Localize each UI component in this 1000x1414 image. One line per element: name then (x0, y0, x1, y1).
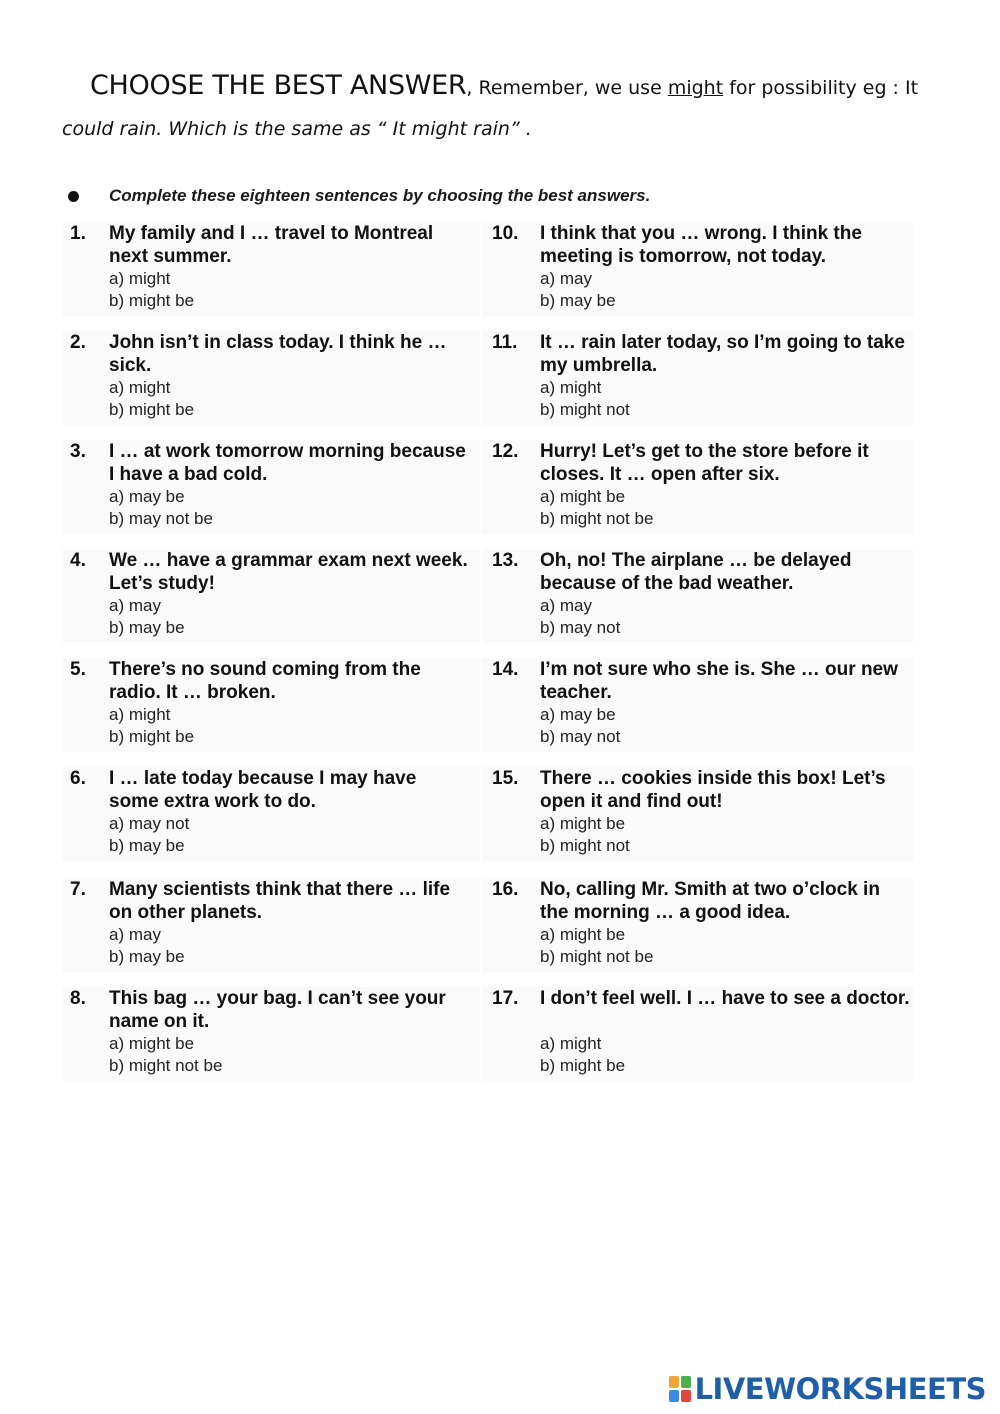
answer-option[interactable]: b) might be (109, 400, 195, 419)
answer-options (540, 1033, 625, 1077)
question-item (482, 440, 914, 534)
question-text: There’s no sound coming from the radio. It … broken. (109, 659, 421, 703)
page-title: CHOOSE THE BEST ANSWER (90, 70, 467, 101)
answer-options (109, 1033, 222, 1077)
question-number: 8. (70, 988, 86, 1009)
intro-text-2: for possibility eg : It (723, 77, 919, 99)
question-text: I think that you … wrong. I think the meeting is tomorrow, not today. (540, 223, 862, 267)
answer-option[interactable]: b) might not be (540, 509, 654, 528)
question-text: My family and I … travel to Montreal next summer. (109, 223, 434, 267)
question-item (482, 549, 914, 643)
answer-option[interactable]: a) may not (109, 814, 190, 833)
answer-options (540, 813, 630, 857)
question-text: I … at work tomorrow morning because I have a bad cold. (109, 441, 466, 485)
question-number: 12. (492, 441, 519, 462)
question-text: It … rain later today, so I’m going to take my umbrella. (540, 332, 905, 376)
intro-keyword: might (667, 77, 724, 99)
answer-option[interactable]: a) may (109, 596, 161, 615)
answer-option[interactable]: b) might not be (540, 947, 654, 966)
answer-option[interactable]: a) might (540, 378, 602, 397)
question-text: I’m not sure who she is. She … our new teacher. (540, 659, 898, 703)
answer-option[interactable]: b) may be (109, 836, 185, 855)
answer-option[interactable]: a) might (109, 705, 171, 724)
answer-options (109, 268, 194, 312)
instruction-line (64, 186, 650, 206)
page-heading (62, 66, 942, 150)
question-number: 15. (492, 768, 519, 789)
question-number: 13. (492, 550, 519, 571)
answer-option[interactable]: b) may not be (109, 509, 213, 528)
answer-option[interactable]: a) may (540, 596, 592, 615)
question-number: 7. (70, 879, 86, 900)
question-number: 1. (70, 223, 86, 244)
answer-option[interactable]: b) may not (540, 618, 621, 637)
question-text: Hurry! Let’s get to the store before it closes. It … open after six. (540, 441, 869, 485)
question-item (62, 222, 480, 316)
question-number: 4. (70, 550, 86, 571)
answer-options (109, 486, 213, 530)
answer-option[interactable]: a) might be (540, 487, 626, 506)
answer-option[interactable]: a) may (109, 925, 161, 944)
answer-option[interactable]: b) may be (109, 947, 185, 966)
question-number: 2. (70, 332, 86, 353)
answer-option[interactable]: a) may be (540, 705, 616, 724)
answer-options (540, 486, 653, 530)
question-item (62, 549, 480, 643)
question-item (62, 658, 480, 752)
question-text: There … cookies inside this box! Let’s open it and find out! (540, 768, 886, 812)
question-item (62, 440, 480, 534)
answer-options (540, 377, 630, 421)
question-item (482, 767, 914, 861)
answer-option[interactable]: b) might be (109, 291, 195, 310)
answer-option[interactable]: b) might be (540, 1056, 626, 1075)
answer-option[interactable]: b) might not be (109, 1056, 223, 1075)
question-item (62, 987, 480, 1081)
question-text: I … late today because I may have some extra work to do. (109, 768, 417, 812)
question-text: Many scientists think that there … life on other planets. (109, 879, 451, 923)
logo-mark-icon (669, 1376, 691, 1402)
instruction-text: Complete these eighteen sentences by choosing the best answers. (109, 186, 651, 205)
answer-option[interactable]: a) may (540, 269, 592, 288)
answer-options (540, 268, 616, 312)
question-text: I don’t feel well. I … have to see a doctor. (540, 988, 910, 1009)
question-item (482, 987, 914, 1081)
question-item (62, 331, 480, 425)
answer-option[interactable]: a) might (109, 378, 171, 397)
answer-options (540, 924, 653, 968)
answer-option[interactable]: b) may be (109, 618, 185, 637)
answer-options (109, 595, 185, 639)
question-number: 11. (492, 332, 518, 353)
answer-option[interactable]: a) might be (540, 925, 626, 944)
question-item (62, 878, 480, 972)
question-text: Oh, no! The airplane … be delayed because of the bad weather. (540, 550, 852, 594)
question-item (482, 658, 914, 752)
answer-options (109, 377, 194, 421)
question-text: No, calling Mr. Smith at two o’clock in the morning … a good idea. (540, 879, 880, 923)
answer-option[interactable]: a) might (540, 1034, 602, 1053)
answer-options (109, 924, 185, 968)
question-item (482, 222, 914, 316)
question-item (62, 767, 480, 861)
answer-option[interactable]: b) might not (540, 400, 630, 419)
question-number: 17. (492, 988, 519, 1009)
question-number: 5. (70, 659, 86, 680)
question-number: 14. (492, 659, 519, 680)
question-text: John isn’t in class today. I think he … sick. (109, 332, 447, 376)
question-number: 16. (492, 879, 519, 900)
logo-text: LIVEWORKSHEETS (694, 1372, 986, 1406)
question-number: 3. (70, 441, 86, 462)
question-number: 6. (70, 768, 86, 789)
answer-option[interactable]: a) might (109, 269, 171, 288)
bullet-icon (68, 191, 79, 202)
answer-option[interactable]: a) may be (109, 487, 185, 506)
question-text: We … have a grammar exam next week. Let’s study! (109, 550, 468, 594)
answer-options (109, 813, 189, 857)
example-line: could rain. Which is the same as “ It might rain” . (62, 118, 532, 140)
question-item (482, 331, 914, 425)
answer-options (540, 595, 620, 639)
answer-option[interactable]: b) might not (540, 836, 630, 855)
answer-option[interactable]: a) might be (109, 1034, 195, 1053)
answer-option[interactable]: b) might be (109, 727, 195, 746)
answer-option[interactable]: a) might be (540, 814, 626, 833)
question-number: 10. (492, 223, 519, 244)
question-item (482, 878, 914, 972)
liveworksheets-logo (669, 1371, 986, 1407)
question-text: This bag … your bag. I can’t see your name on it. (109, 988, 446, 1032)
answer-options (540, 704, 620, 748)
intro-text-1: , Remember, we use (466, 77, 668, 99)
answer-options (109, 704, 194, 748)
answer-option[interactable]: b) may not (540, 727, 621, 746)
answer-option[interactable]: b) may be (540, 291, 616, 310)
